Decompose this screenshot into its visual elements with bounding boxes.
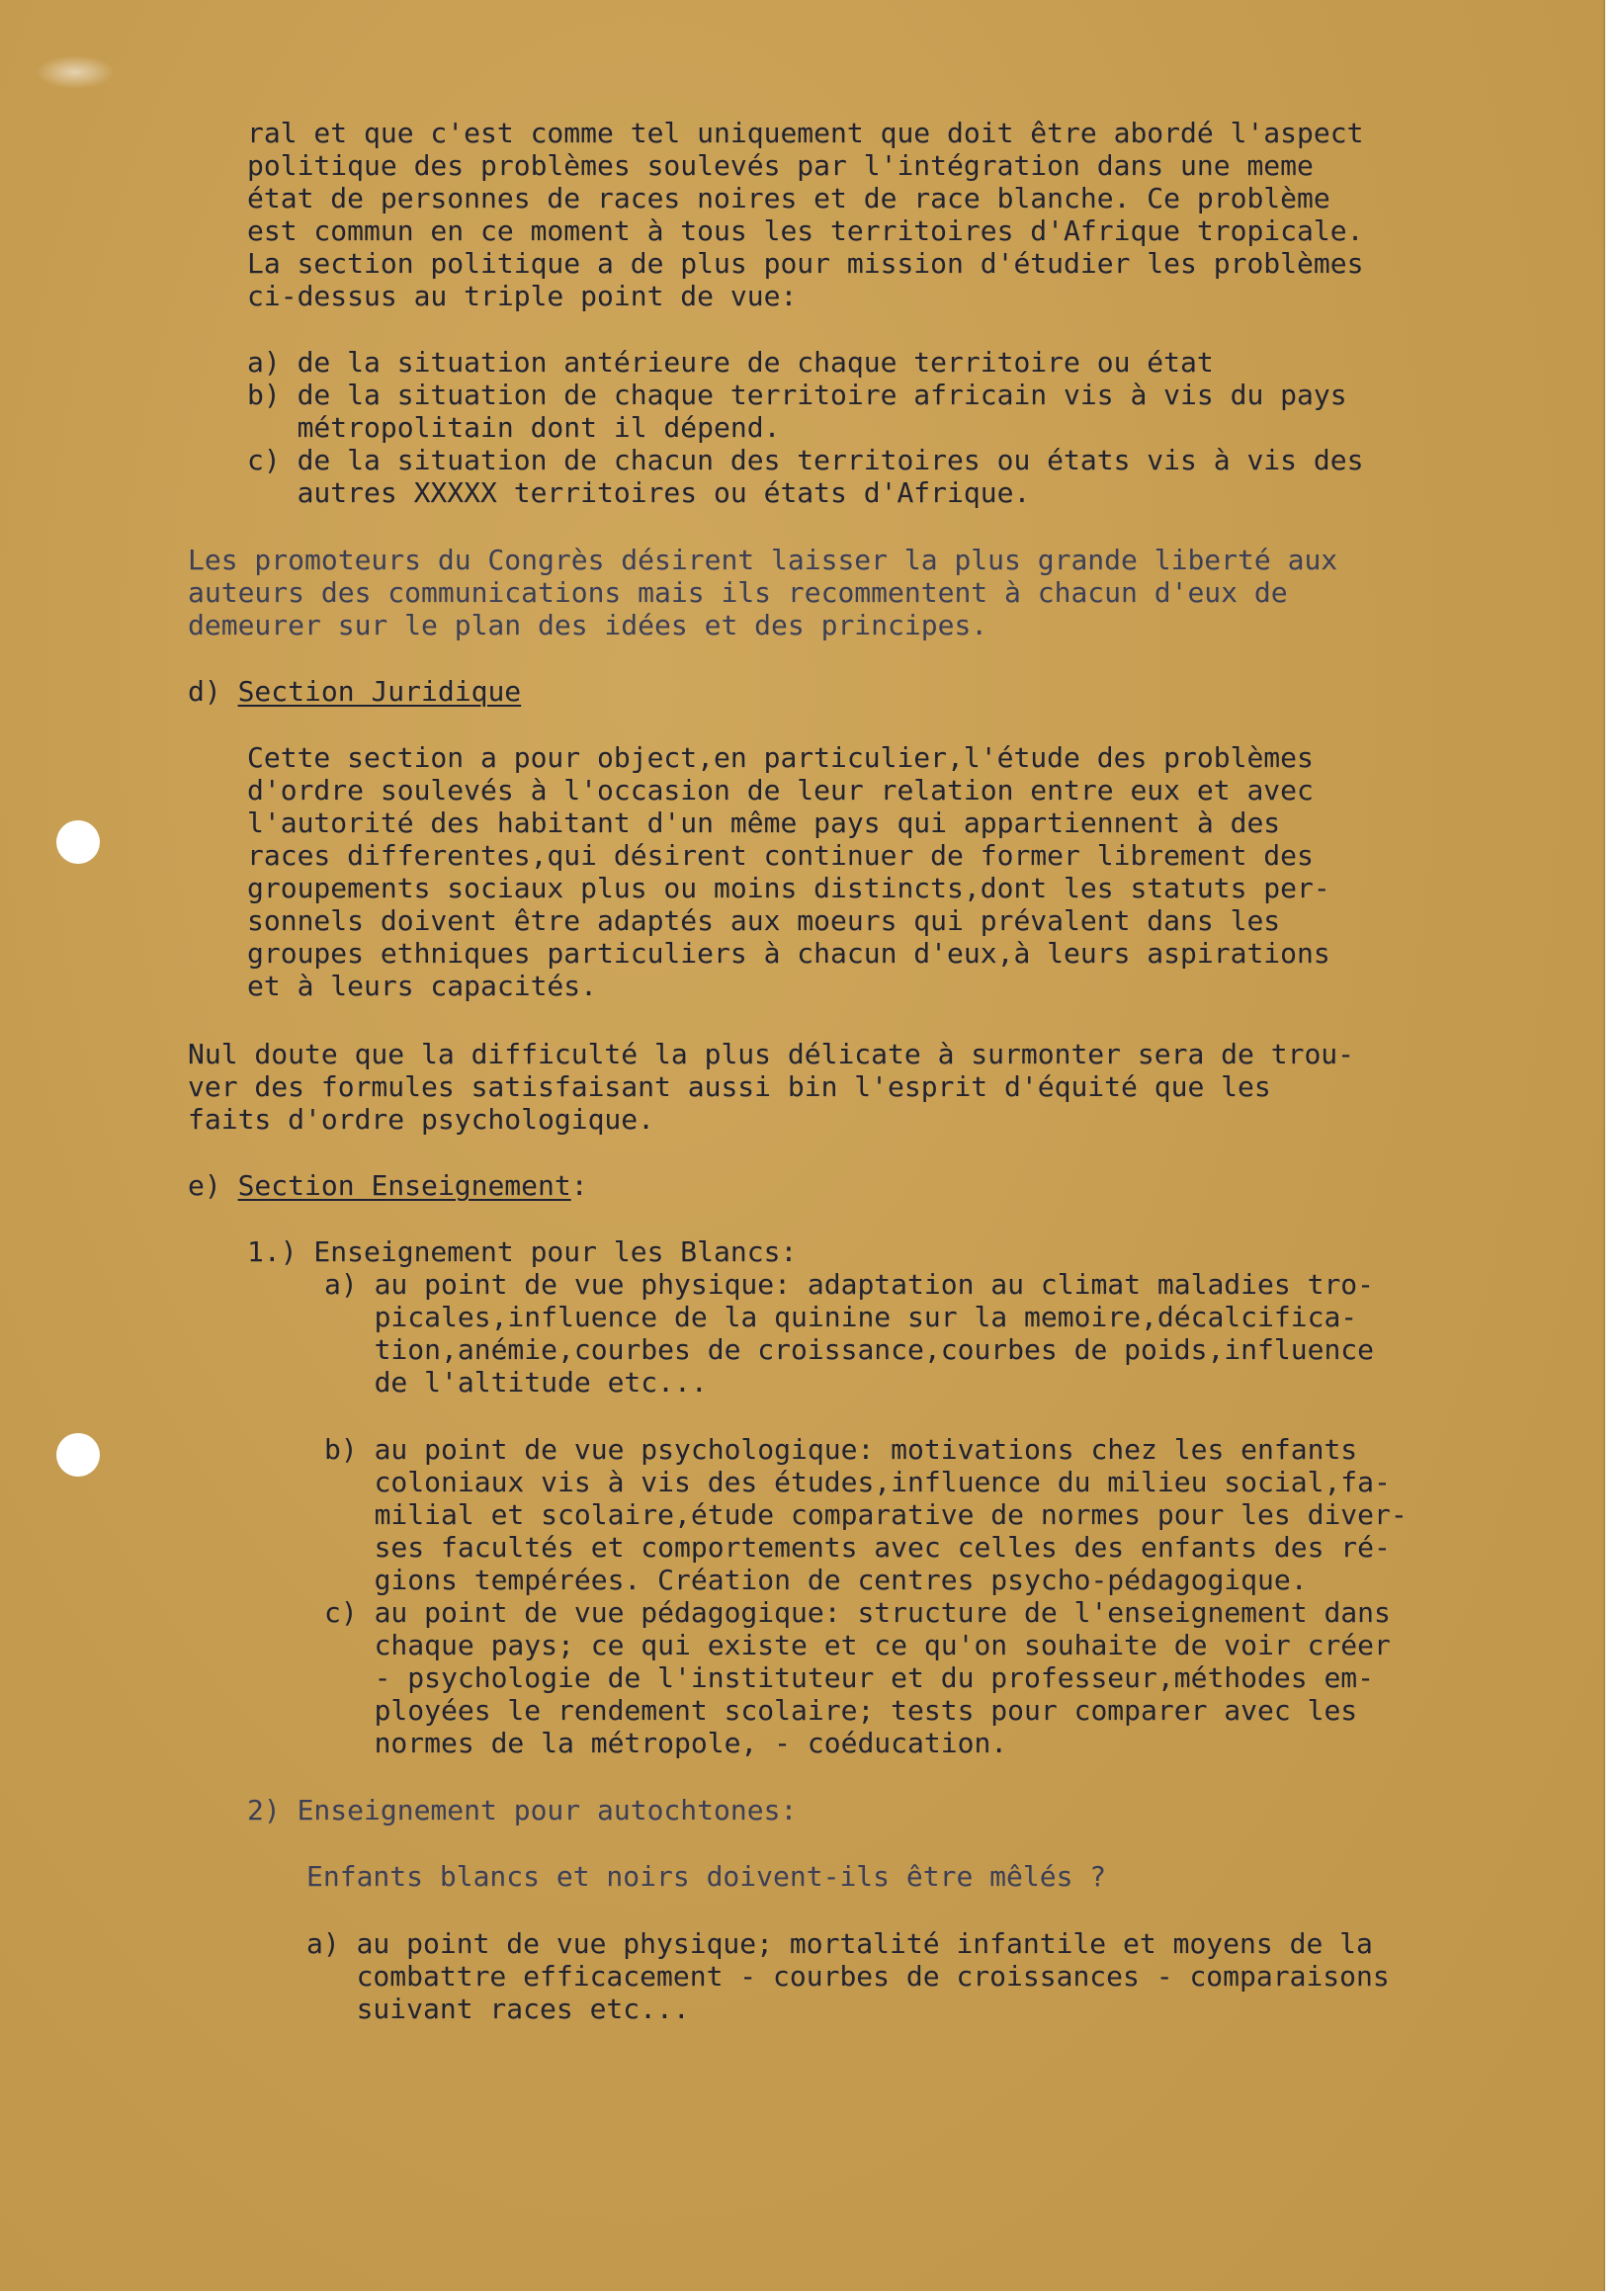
section-d-line: Cette section a pour object,en particulier,l'étude des problèmes	[247, 741, 1314, 774]
intro-line: est commun en ce moment à tous les territoires d'Afrique tropicale.	[247, 214, 1364, 247]
sub2-a-line: combattre efficacement - courbes de croissances - comparaisons	[306, 1960, 1390, 1993]
sub1-a-line: de l'altitude etc...	[324, 1366, 708, 1399]
promoteurs-line: Les promoteurs du Congrès désirent laisser la plus grande liberté aux	[188, 544, 1338, 576]
point-a: a) de la situation antérieure de chaque territoire ou état	[247, 346, 1214, 379]
sub2-a-line: suivant races etc...	[306, 1993, 690, 2025]
intro-line: ral et que c'est comme tel uniquement que doit être abordé l'aspect	[247, 117, 1364, 149]
section-d-line: races differentes,qui désirent continuer de former librement des	[247, 839, 1314, 872]
nul-doute-line: ver des formules satisfaisant aussi bin l'esprit d'équité que les	[188, 1070, 1271, 1103]
section-d-line: sonnels doivent être adaptés aux moeurs qui prévalent dans les	[247, 904, 1281, 937]
section-d-line: et à leurs capacités.	[247, 970, 598, 1002]
section-d-line: l'autorité des habitant d'un même pays qui appartiennent à des	[247, 807, 1281, 839]
sub2-heading: 2) Enseignement pour autochtones:	[247, 1794, 798, 1826]
point-b-line: métropolitain dont il dépend.	[247, 411, 781, 444]
section-e-colon: :	[570, 1169, 588, 1202]
section-d-line: groupements sociaux plus ou moins distincts,dont les statuts per-	[247, 872, 1330, 904]
sub1-c-line: ployées le rendement scolaire; tests pour comparer avec les	[324, 1694, 1358, 1727]
sub1-c-line: c) au point de vue pédagogique: structure de l'enseignement dans	[324, 1596, 1391, 1629]
sub1-b-line: ses facultés et comportements avec celles des enfants des ré-	[324, 1531, 1391, 1564]
section-e-heading	[188, 1169, 588, 1202]
section-d-title: Section Juridique	[237, 675, 522, 708]
nul-doute-line: faits d'ordre psychologique.	[188, 1103, 655, 1136]
promoteurs-line: auteurs des communications mais ils recommentent à chacun d'eux de	[188, 576, 1288, 609]
section-e-letter: e)	[188, 1169, 221, 1202]
sub1-a-line: a) au point de vue physique: adaptation au climat maladies tro-	[324, 1268, 1375, 1301]
sub1-b-line: b) au point de vue psychologique: motivations chez les enfants	[324, 1433, 1358, 1466]
sub1-c-line: chaque pays; ce qui existe et ce qu'on souhaite de voir créer	[324, 1629, 1391, 1661]
intro-line: ci-dessus au triple point de vue:	[247, 280, 798, 312]
sub1-a-line: tion,anémie,courbes de croissance,courbes de poids,influence	[324, 1333, 1375, 1366]
sub1-a-line: picales,influence de la quinine sur la memoire,décalcifica-	[324, 1301, 1358, 1333]
sub2-question: Enfants blancs et noirs doivent-ils être mêlés ?	[306, 1860, 1107, 1893]
sub1-c-line: normes de la métropole, - coéducation.	[324, 1727, 1008, 1759]
section-d-line: d'ordre soulevés à l'occasion de leur relation entre eux et avec	[247, 774, 1314, 807]
intro-line: La section politique a de plus pour mission d'étudier les problèmes	[247, 247, 1364, 280]
promoteurs-line: demeurer sur le plan des idées et des principes.	[188, 609, 988, 641]
intro-line: état de personnes de races noires et de race blanche. Ce problème	[247, 182, 1330, 214]
sub1-b-line: milial et scolaire,étude comparative de normes pour les diver-	[324, 1498, 1408, 1531]
section-d-line: groupes ethniques particuliers à chacun d'eux,à leurs aspirations	[247, 937, 1330, 970]
point-c-line: autres XXXXX territoires ou états d'Afrique.	[247, 476, 1031, 509]
sub1-b-line: gions tempérées. Création de centres psycho-pédagogique.	[324, 1564, 1308, 1596]
intro-line: politique des problèmes soulevés par l'intégration dans une meme	[247, 149, 1314, 182]
sub2-a-line: a) au point de vue physique; mortalité infantile et moyens de la	[306, 1927, 1373, 1960]
point-b-line: b) de la situation de chaque territoire africain vis à vis du pays	[247, 379, 1347, 411]
sub1-c-line: - psychologie de l'instituteur et du professeur,méthodes em-	[324, 1661, 1375, 1694]
nul-doute-line: Nul doute que la difficulté la plus délicate à surmonter sera de trou-	[188, 1038, 1355, 1070]
section-d-heading	[188, 675, 521, 708]
section-e-title: Section Enseignement	[237, 1169, 571, 1202]
point-c-line: c) de la situation de chacun des territoires ou états vis à vis des	[247, 444, 1364, 476]
section-d-letter: d)	[188, 675, 221, 708]
sub1-heading: 1.) Enseignement pour les Blancs:	[247, 1235, 798, 1268]
sub1-b-line: coloniaux vis à vis des études,influence du milieu social,fa-	[324, 1466, 1391, 1498]
